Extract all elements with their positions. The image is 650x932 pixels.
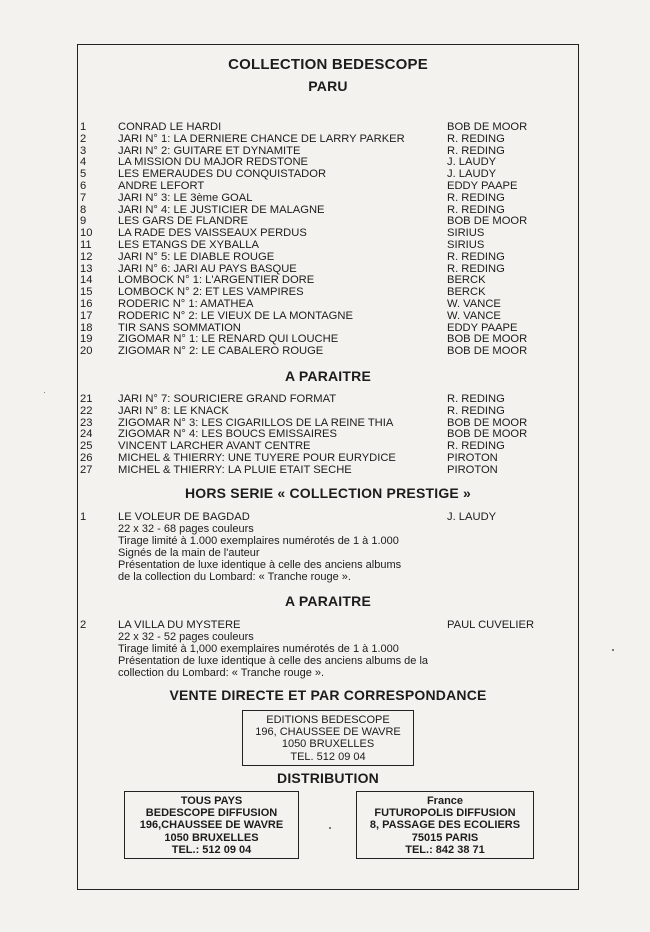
- prestige-item-details: [118, 631, 428, 679]
- item-title: LES ETANGS DE XYBALLA: [118, 239, 259, 251]
- item-title: JARI N° 6: JARI AU PAYS BASQUE: [118, 262, 297, 275]
- item-number: 21: [80, 393, 93, 405]
- paper-speck: [44, 392, 45, 393]
- distribution-heading: DISTRIBUTION: [277, 770, 379, 786]
- item-author: R. REDING: [447, 440, 505, 453]
- list-item: [0, 286, 650, 298]
- item-title: ZIGOMAR N° 4: LES BOUCS EMISSAIRES: [118, 428, 337, 441]
- list-item: [0, 156, 650, 168]
- list-item: [0, 333, 650, 345]
- list-item: [0, 121, 650, 133]
- detail-line: 22 x 32 - 52 pages couleurs: [118, 631, 254, 643]
- address-line: 1050 BRUXELLES: [164, 831, 259, 844]
- detail-line: Tirage limité à 1.000 exemplaires numérotés de 1 à 1.000: [118, 535, 399, 548]
- list-item: [0, 274, 650, 286]
- item-number: 26: [80, 452, 93, 464]
- item-number: 15: [80, 286, 93, 299]
- list-item: [0, 145, 650, 157]
- distribution-box-france: [356, 791, 534, 859]
- list-item: [0, 322, 650, 334]
- item-title: LE VOLEUR DE BAGDAD: [118, 511, 250, 523]
- item-title: RODERIC N° 1: AMATHEA: [118, 298, 254, 310]
- item-title: ANDRE LEFORT: [118, 180, 205, 192]
- item-number: 9: [80, 215, 87, 228]
- item-author: J. LAUDY: [447, 156, 497, 169]
- item-author: R. REDING: [447, 262, 505, 275]
- item-author: BOB DE MOOR: [447, 121, 528, 133]
- list-item: [0, 204, 650, 216]
- item-number: 10: [80, 227, 93, 240]
- detail-line: Tirage limité à 1,000 exemplaires numérotés de 1 à 1.000: [118, 643, 399, 656]
- item-author: EDDY PAAPE: [447, 321, 518, 334]
- item-title: LOMBOCK N° 2: ET LES VAMPIRES: [118, 286, 304, 299]
- item-title: JARI N° 1: LA DERNIERE CHANCE DE LARRY PARKER: [118, 132, 405, 145]
- item-number: 7: [80, 191, 87, 204]
- list-item: [0, 310, 650, 322]
- address-line: 75015 PARIS: [411, 831, 479, 844]
- item-title: LES GARS DE FLANDRE: [118, 215, 248, 228]
- detail-line: collection du Lombard: « Tranche rouge ».: [118, 667, 325, 680]
- item-title: VINCENT LARCHER AVANT CENTRE: [118, 440, 311, 453]
- collection-title: COLLECTION BEDESCOPE: [228, 56, 428, 73]
- list-item: [0, 440, 650, 452]
- address-line: TEL.: 842 38 71: [405, 843, 485, 856]
- list-item: [0, 168, 650, 180]
- list-item: [0, 428, 650, 440]
- paper-speck: [329, 827, 331, 829]
- list-item: [0, 215, 650, 227]
- item-author: J. LAUDY: [447, 511, 497, 523]
- item-author: PIROTON: [447, 452, 498, 464]
- paru-heading: PARU: [308, 78, 348, 94]
- item-author: BOB DE MOOR: [447, 416, 528, 429]
- item-title: CONRAD LE HARDI: [118, 121, 222, 133]
- item-title: MICHEL & THIERRY: LA PLUIE ETAIT SECHE: [118, 463, 352, 476]
- item-number: 22: [80, 404, 93, 417]
- item-number: 2: [80, 619, 87, 631]
- list-item: [0, 298, 650, 310]
- item-author: J. LAUDY: [447, 168, 497, 181]
- distribution-box-belgium: [124, 791, 299, 859]
- list-item: [0, 192, 650, 204]
- item-author: W. VANCE: [447, 298, 501, 310]
- item-author: PIROTON: [447, 463, 498, 476]
- item-title: ZIGOMAR N° 2: LE CABALERO ROUGE: [118, 345, 324, 358]
- item-title: ZIGOMAR N° 3: LES CIGARILLOS DE LA REINE THIA: [118, 416, 394, 429]
- address-line: 196, CHAUSSEE DE WAVRE: [255, 726, 401, 739]
- item-number: 11: [80, 239, 92, 251]
- item-author: W. VANCE: [447, 309, 501, 322]
- item-number: 6: [80, 180, 87, 192]
- list-item: [0, 345, 650, 357]
- address-line: 196,CHAUSSEE DE WAVRE: [139, 819, 284, 832]
- item-title: LA RADE DES VAISSEAUX PERDUS: [118, 227, 307, 240]
- item-author: R. REDING: [447, 132, 505, 145]
- list-item: [0, 251, 650, 263]
- detail-line: Signés de la main de l'auteur: [118, 547, 260, 560]
- address-line: TEL. 512 09 04: [290, 750, 366, 763]
- item-number: 1: [80, 511, 87, 523]
- prestige-item-details: [118, 523, 401, 583]
- item-number: 27: [80, 463, 93, 476]
- item-number: 14: [80, 274, 93, 287]
- list-item: [0, 405, 650, 417]
- item-title: MICHEL & THIERRY: UNE TUYERE POUR EURYDICE: [118, 452, 396, 464]
- address-line: TEL.: 512 09 04: [171, 843, 252, 856]
- item-author: BOB DE MOOR: [447, 428, 528, 441]
- item-author: R. REDING: [447, 404, 505, 417]
- item-title: TIR SANS SOMMATION: [118, 321, 241, 334]
- list-item: [0, 452, 650, 464]
- item-number: 13: [80, 262, 93, 275]
- a-paraitre-prestige-heading: A PARAITRE: [285, 593, 371, 609]
- list-item: [0, 393, 650, 405]
- item-title: JARI N° 7: SOURICIERE GRAND FORMAT: [118, 393, 337, 405]
- item-number: 4: [80, 156, 87, 169]
- address-line: BEDESCOPE DIFFUSION: [145, 807, 278, 820]
- prestige-item: [0, 511, 650, 523]
- item-number: 18: [80, 321, 93, 334]
- item-author: SIRIUS: [447, 227, 485, 240]
- item-number: 2: [80, 132, 87, 145]
- item-author: BERCK: [447, 274, 486, 287]
- item-author: R. REDING: [447, 203, 505, 216]
- item-number: 3: [80, 144, 87, 157]
- item-number: 5: [80, 168, 87, 181]
- item-number: 19: [80, 333, 93, 346]
- detail-line: Présentation de luxe identique à celle des anciens albums de la: [118, 655, 429, 668]
- item-number: 1: [80, 121, 87, 133]
- item-author: R. REDING: [447, 191, 505, 204]
- item-title: LOMBOCK N° 1: L'ARGENTIER DORE: [118, 274, 315, 287]
- a-paraitre-heading: A PARAITRE: [285, 368, 371, 384]
- item-title: ZIGOMAR N° 1: LE RENARD QUI LOUCHE: [118, 333, 339, 346]
- address-line: 8, PASSAGE DES ECOLIERS: [369, 819, 521, 832]
- editions-address-box: [242, 710, 414, 766]
- item-number: 17: [80, 309, 93, 322]
- item-author: BOB DE MOOR: [447, 215, 528, 228]
- item-title: JARI N° 3: LE 3ème GOAL: [118, 191, 253, 204]
- item-number: 23: [80, 416, 93, 429]
- item-title: JARI N° 5: LE DIABLE ROUGE: [118, 250, 275, 263]
- item-author: R. REDING: [447, 144, 505, 157]
- list-item: [0, 239, 650, 251]
- paper-speck: [612, 649, 614, 651]
- item-author: R. REDING: [447, 250, 505, 263]
- item-author: BERCK: [447, 286, 486, 299]
- prestige-item: [0, 619, 650, 631]
- vente-heading: VENTE DIRECTE ET PAR CORRESPONDANCE: [169, 687, 487, 703]
- list-item: [0, 464, 650, 476]
- list-item: [0, 263, 650, 275]
- item-title: LES EMERAUDES DU CONQUISTADOR: [118, 168, 327, 181]
- item-number: 8: [80, 203, 87, 216]
- detail-line: de la collection du Lombard: « Tranche rouge ».: [118, 571, 351, 584]
- item-author: BOB DE MOOR: [447, 345, 528, 358]
- item-author: EDDY PAAPE: [447, 180, 518, 192]
- item-number: 25: [80, 440, 93, 453]
- item-number: 20: [80, 345, 93, 358]
- address-line: TOUS PAYS: [180, 795, 243, 807]
- item-title: RODERIC N° 2: LE VIEUX DE LA MONTAGNE: [118, 309, 353, 322]
- item-title: LA MISSION DU MAJOR REDSTONE: [118, 156, 309, 169]
- list-item: [0, 180, 650, 192]
- item-number: 24: [80, 428, 93, 441]
- hors-serie-heading: HORS SERIE « COLLECTION PRESTIGE »: [184, 485, 472, 501]
- detail-line: 22 x 32 - 68 pages couleurs: [118, 523, 254, 535]
- item-number: 16: [80, 298, 93, 310]
- list-item: [0, 417, 650, 429]
- detail-line: Présentation de luxe identique à celle des anciens albums: [118, 559, 402, 572]
- item-title: JARI N° 2: GUITARE ET DYNAMITE: [118, 144, 301, 157]
- list-item: [0, 133, 650, 145]
- item-number: 12: [80, 250, 93, 263]
- address-line: FUTUROPOLIS DIFFUSION: [374, 807, 516, 820]
- address-line: 1050 BRUXELLES: [281, 738, 375, 751]
- item-author: R. REDING: [447, 393, 505, 405]
- address-line: France: [426, 795, 464, 807]
- list-item: [0, 227, 650, 239]
- item-title: LA VILLA DU MYSTERE: [118, 619, 241, 631]
- item-title: JARI N° 4: LE JUSTICIER DE MALAGNE: [118, 203, 325, 216]
- item-author: PAUL CUVELIER: [447, 619, 535, 631]
- item-author: BOB DE MOOR: [447, 333, 528, 346]
- item-title: JARI N° 8: LE KNACK: [118, 404, 229, 417]
- address-line: EDITIONS BEDESCOPE: [266, 714, 390, 726]
- item-author: SIRIUS: [447, 239, 485, 251]
